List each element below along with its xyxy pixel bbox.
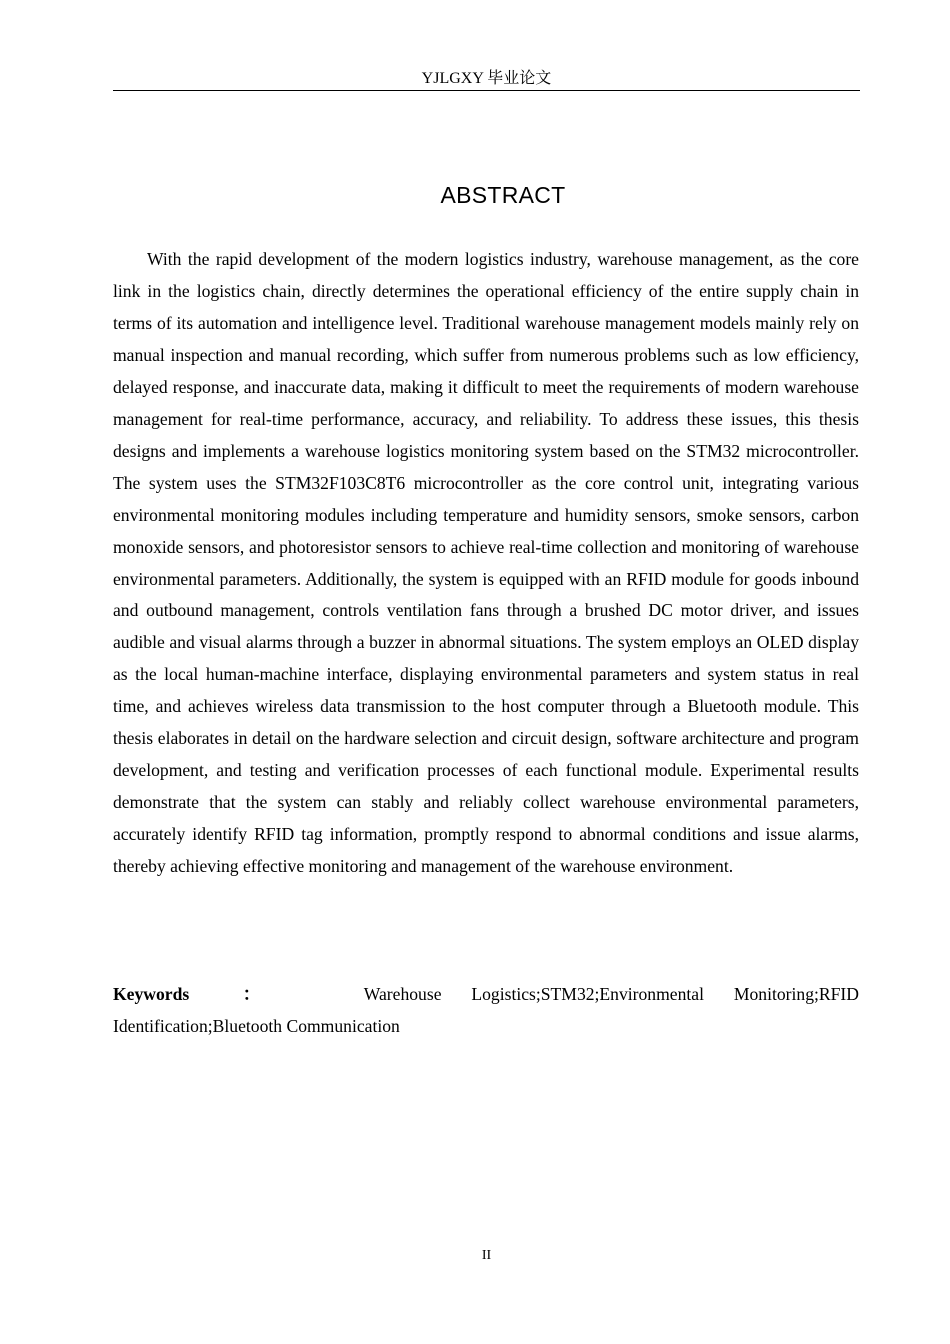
keywords-colon: ： [217,984,286,1004]
keywords-label: Keywords [113,984,190,1004]
keywords-text: Warehouse Logistics;STM32;Environmental Monitoring;RFID Identification;Bluetooth Communication [113,984,859,1036]
header-rule [113,90,860,91]
abstract-body: With the rapid development of the modern logistics industry, warehouse management, as the core link in the logistics chain, directly determines the operational efficiency of the entire supply chain in terms of its automation and intelligence level. Traditional warehouse management models mainly rely on manual inspection and manual recording, which suffer from numerous problems such as low efficiency, delayed response, and inaccurate data, making it difficult to meet the requirements of modern warehouse management for real-time performance, accuracy, and reliability. To address these issues, this thesis designs and implements a warehouse logistics monitoring system based on the STM32 microcontroller. The system uses the STM32F103C8T6 microcontroller as the core control unit, integrating various environmental monitoring modules including temperature and humidity sensors, smoke sensors, carbon monoxide sensors, and photoresistor sensors to achieve real-time collection and monitoring of warehouse environmental parameters. Additionally, the system is equipped with an RFID module for goods inbound and outbound management, controls ventilation fans through a brushed DC motor driver, and issues audible and visual alarms through a buzzer in abnormal situations. The system employs an OLED display as the local human-machine interface, displaying environmental parameters and system status in real time, and achieves wireless data transmission to the host computer through a Bluetooth module. This thesis elaborates in detail on the hardware selection and circuit design, software architecture and program development, and testing and verification processes of each functional module. Experimental results demonstrate that the system can stably and reliably collect warehouse environmental parameters, accurately identify RFID tag information, promptly respond to abnormal conditions and issue alarms, thereby achieving effective monitoring and management of the warehouse environment. [113,249,859,877]
abstract-title: ABSTRACT [440,182,566,208]
keywords-paragraph [113,978,859,1042]
running-header: YJLGXY 毕业论文 [421,70,552,87]
page-number: II [481,1248,492,1263]
